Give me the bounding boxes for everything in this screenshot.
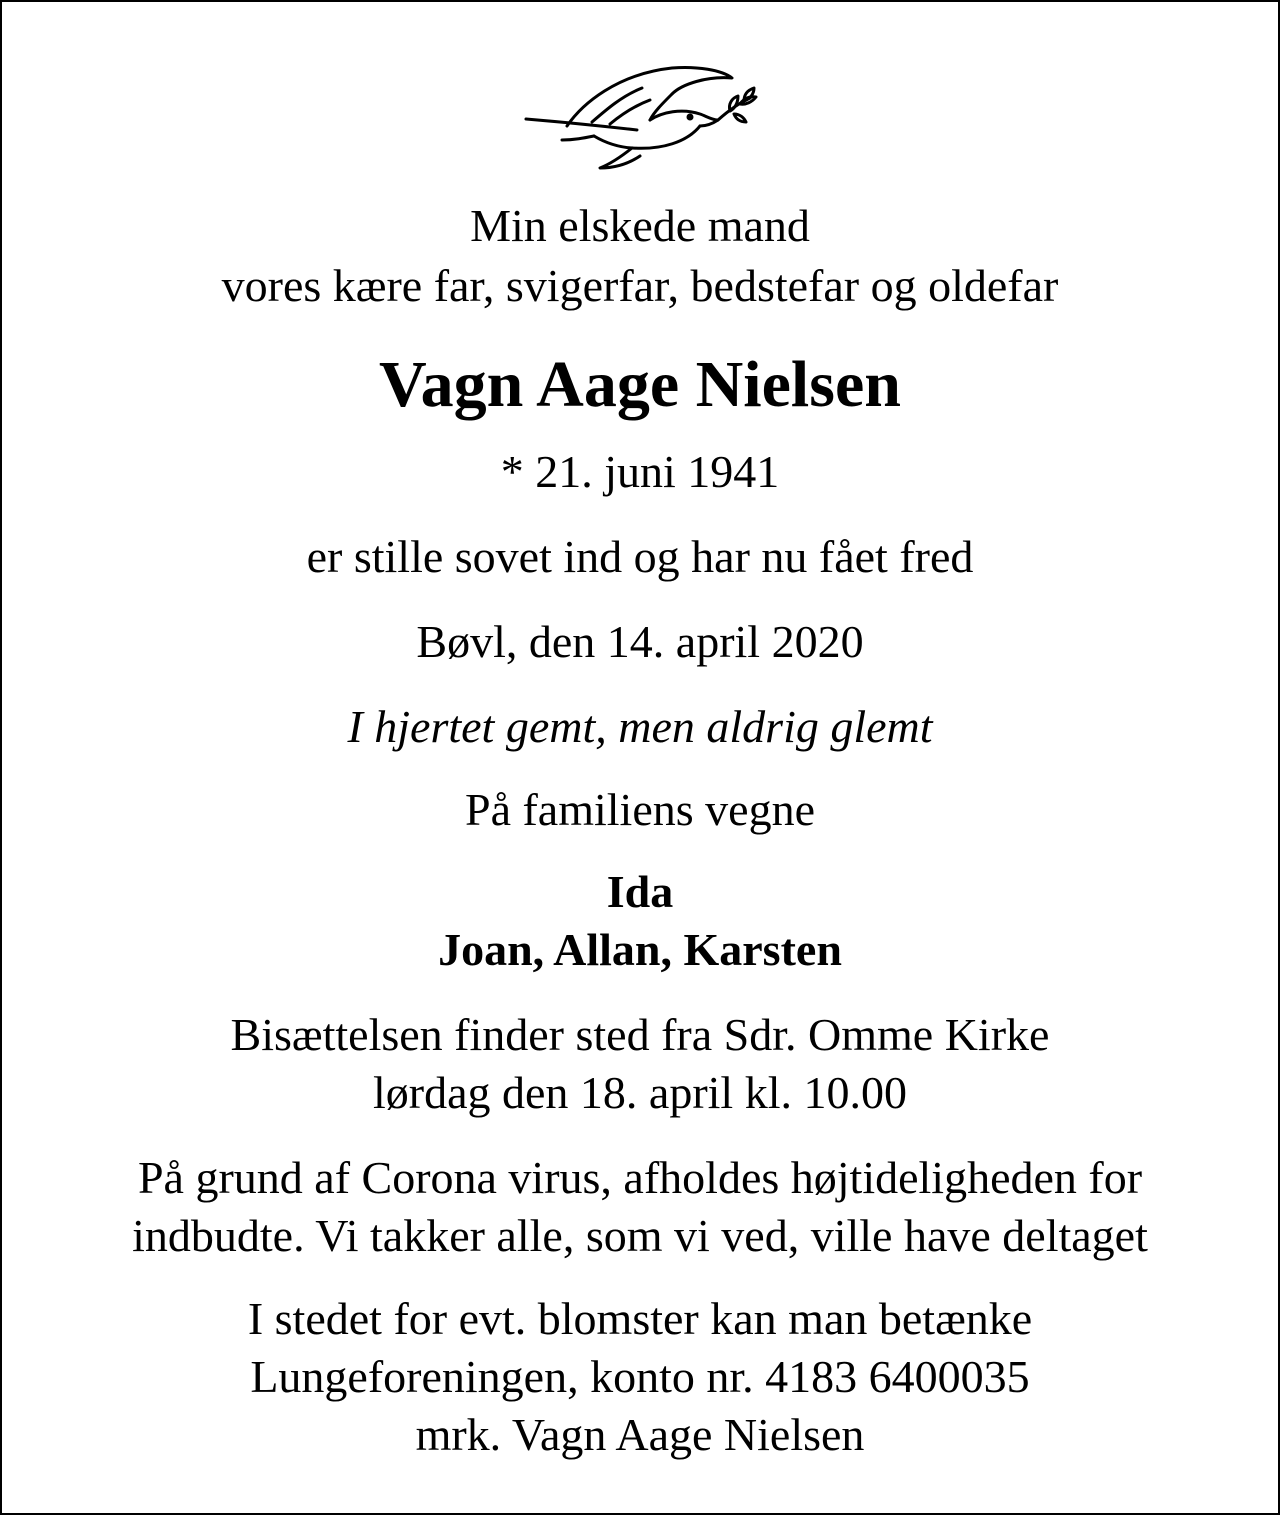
- memorial-quote: I hjertet gemt, men aldrig glemt: [347, 701, 933, 752]
- donation-line-1: I stedet for evt. blomster kan man betænke: [247, 1293, 1033, 1344]
- family-line-2: Joan, Allan, Karsten: [438, 924, 842, 975]
- birth-date: * 21. juni 1941: [500, 446, 780, 497]
- funeral-line-2: lørdag den 18. april kl. 10.00: [372, 1067, 907, 1118]
- corona-line-2: indbudte. Vi takker alle, som vi ved, ville have deltaget: [132, 1210, 1148, 1261]
- intro-line-1: Min elskede mand: [470, 200, 810, 251]
- passing-text: er stille sovet ind og har nu fået fred: [306, 531, 974, 582]
- on-behalf-text: På familiens vegne: [464, 784, 815, 835]
- funeral-line-1: Bisættelsen finder sted fra Sdr. Omme Kirke: [230, 1009, 1050, 1060]
- dove-with-olive-branch-icon: [522, 64, 762, 174]
- donation-line-2: Lungeforeningen, konto nr. 4183 6400035: [250, 1351, 1030, 1402]
- corona-line-1: På grund af Corona virus, afholdes højtideligheden for: [137, 1152, 1143, 1203]
- place-and-date: Bøvl, den 14. april 2020: [416, 616, 864, 667]
- family-line-1: Ida: [606, 866, 674, 917]
- deceased-name: Vagn Aage Nielsen: [379, 348, 901, 421]
- donation-line-3: mrk. Vagn Aage Nielsen: [415, 1409, 865, 1460]
- intro-line-2: vores kære far, svigerfar, bedstefar og oldefar: [221, 260, 1059, 311]
